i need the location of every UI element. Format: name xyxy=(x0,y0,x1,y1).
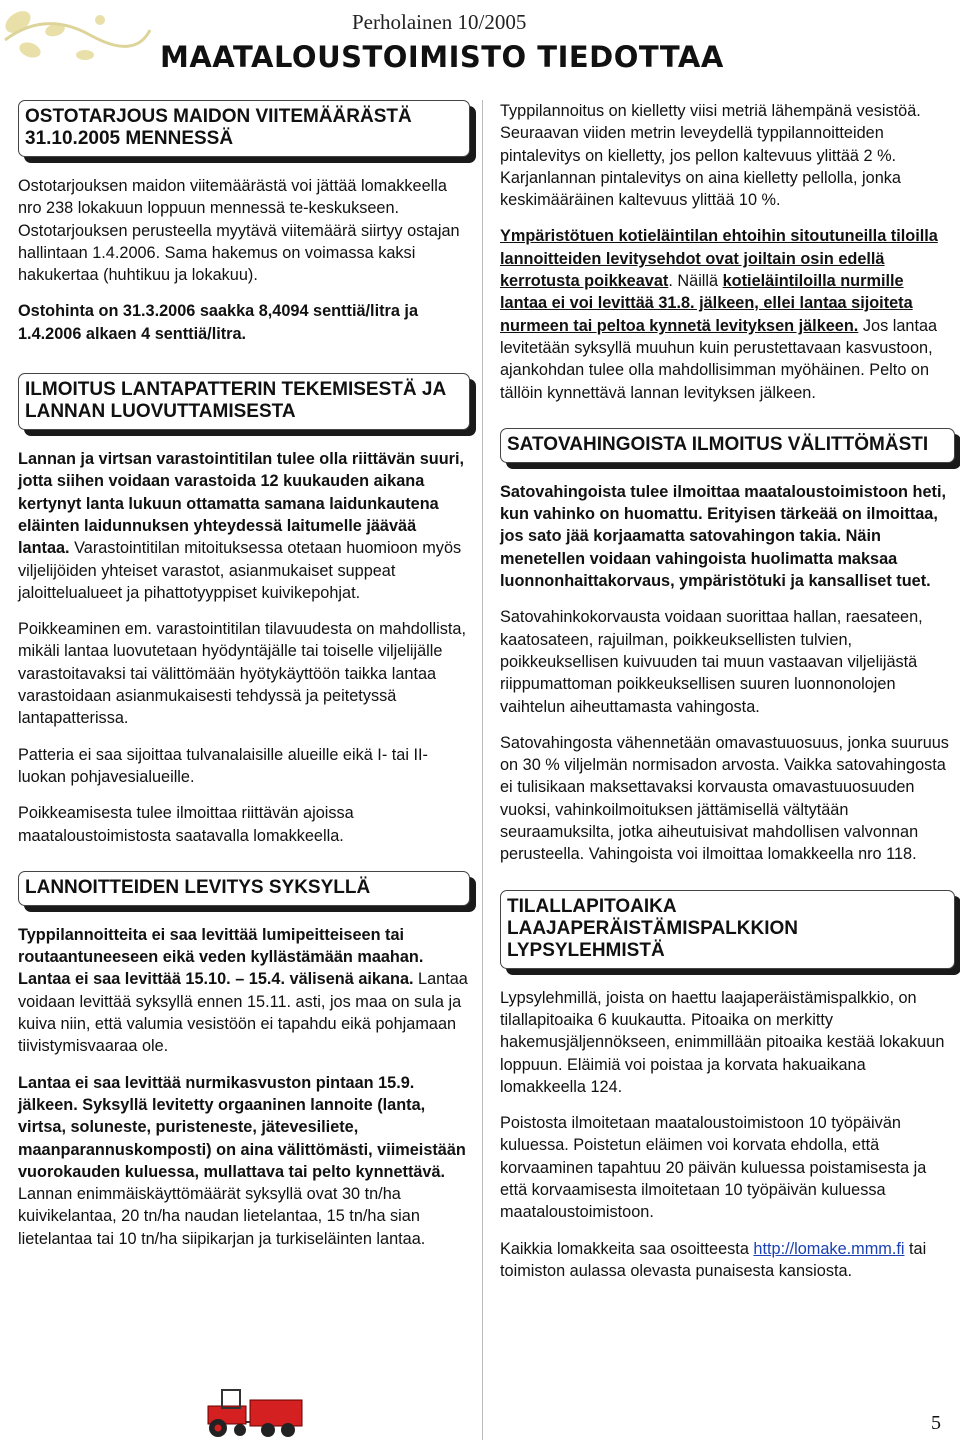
paragraph: Kaikkia lomakkeita saa osoitteesta http://lomake.mmm.fi tai toimiston aulassa olevasta punaisesta kansiosta. xyxy=(500,1239,927,1280)
paragraph: Typpilannoitteita ei saa levittää lumipeitteiseen tai routaantuneeseen eikä veden kyllästämään maahan. Lantaa ei saa levittää 15.10. – 15.4. välisenä aikana. Lantaa voidaan levittää syksyllä ennen 15.11. asti, jos maa on sula ja kuiva niin, että valumia vesistöön ei tapahdu eikä pohjamaan tiivistymisvaaraa ole. xyxy=(18,925,468,1056)
paragraph: Lantaa ei saa levittää nurmikasvuston pintaan 15.9. jälkeen. Syksyllä levitetty orgaaninen lannoite (lanta, virtsa, soluneste, puristeneste, jätevesiliete, maanparannuskomposti) on aina välittömästi, viimeistään vuorokauden kuluessa, mullattava tai pelto kynnettävä. Lannan enimmäiskäyttömäärät syksyllä ovat 30 tn/ha kuivikelantaa, 20 tn/ha naudan lietelantaa, 15 tn/ha sian lietelantaa tai 10 tn/ha siipikarjan ja turkiseläinten lantaa. xyxy=(18,1073,466,1248)
column-divider xyxy=(482,100,483,1440)
page-number: 5 xyxy=(931,1412,941,1434)
paragraph: Poikkeamisesta tulee ilmoittaa riittävän ajoissa maataloustoimistosta saatavalla lomakkeella. xyxy=(18,804,354,845)
paragraph: Lypsylehmillä, joista on haettu laajaperäistämispalkkio, on tilallapitoaika 6 kuukautta. Pitoaika on merkitty hakemusjäljennökseen, enimmillään pitoaika kestää lokakuun loppuun. Eläimiä voi poistaa ja korvata hakuaikana lomakkeella 124. xyxy=(500,988,945,1096)
paragraph: Typpilannoitus on kielletty viisi metriä lähempänä vesistöä. Seuraavan viiden metrin leveydellä typpilannoitteiden pintalevitys on kielletty, jos pellon kaltevuus ylittää 2 %. Karjanlannan pintalevitys on aina kielletty pellolla, jonka keskimääräinen kaltevuus ylittää 10 %. xyxy=(500,102,921,210)
paragraph: Ostohinta on 31.3.2006 saakka 8,4094 senttiä/litra ja 1.4.2006 alkaen 4 senttiä/litra. xyxy=(18,302,419,343)
heading-manure-pile: ILMOITUS LANTAPATTERIN TEKEMISESTÄ JA LANNAN LUOVUTTAMISESTA xyxy=(18,373,470,430)
section-heading xyxy=(18,871,470,906)
paragraph: Poistosta ilmoitetaan maataloustoimistoon 10 työpäivän kuluessa. Poistetun eläimen voi korvata ehdolla, että korvaaminen tapahtuu 20 päivän kuluessa poistamisesta ja että korvaamisesta ilmoitetaan 10 työpäivän kuluessa maataloustoimistoon. xyxy=(500,1114,927,1222)
issue-label: Perholainen 10/2005 xyxy=(352,10,527,34)
heading-fertilizer-autumn: LANNOITTEIDEN LEVITYS SYKSYLLÄ xyxy=(18,871,470,906)
paragraph: Satovahinkokorvausta voidaan suorittaa hallan, raesateen, kaatosateen, rajuilman, poikkeuksellisten tulvien, poikkeuksellisen kuivuuden tai muun vastaavan viljelijästä riippumattoman poikkeuksellisen suuren luonnonolojen vaihtelun aiheuttamasta vahingosta. xyxy=(500,608,923,716)
paragraph: Ostotarjouksen maidon viitemäärästä voi jättää lomakkeella nro 238 lokakuun loppuun mennessä te-keskukseen. Ostotarjouksen perusteella myytävä viitemäärä siirtyy ostajan hallintaan 1.4.2006. Sama hakemus on voimassa kaksi hakukertaa (huhtikuu ja lokakuu). xyxy=(18,177,460,285)
paragraph: Satovahingoista tulee ilmoittaa maataloustoimistoon heti, kun vahinko on huomattu. Erityisen tärkeää on ilmoittaa, jos sato jää korjaamatta satovahingon takia. Näin menetellen voidaan vahingoista huolimatta maksaa luonnonhaittakorvaus, ympäristötuki ja kansalliset tuet. xyxy=(500,482,946,591)
section-heading xyxy=(500,890,955,969)
section-heading xyxy=(500,428,955,463)
masthead-title: MAATALOUSTOIMISTO TIEDOTTAA xyxy=(160,40,724,74)
heading-crop-damage: SATOVAHINGOISTA ILMOITUS VÄLITTÖMÄSTI xyxy=(500,428,955,463)
heading-milk-quota: OSTOTARJOUS MAIDON VIITEMÄÄRÄSTÄ 31.10.2005 MENNESSÄ xyxy=(18,100,470,157)
paragraph: Ympäristötuen kotieläintilan ehtoihin sitoutuneilla tiloilla lannoitteiden levitysehdot ovat joiltain osin edellä kerrotusta poikkeavat. Näillä kotieläintiloilla nurmille lantaa ei voi levittää 31.8. jälkeen, ellei lantaa sijoiteta nurmeen tai peltoa kynnetä levityksen jälkeen. Jos lantaa levitetään syksyllä muuhun kuin perustettavaan kasvustoon, ajankohdan tulee olla mahdollisimman myöhäinen. Pelto on tällöin kynnettävä lannan levityksen jälkeen. xyxy=(500,227,938,402)
forms-link[interactable]: http://lomake.mmm.fi xyxy=(753,1239,905,1258)
left-column xyxy=(18,100,470,1264)
paragraph: Poikkeaminen em. varastointitilan tilavuudesta on mahdollista, mikäli lantaa luovutetaan hyödyntäjälle tai toiselle viljelijälle varastoitavaksi tai välittömään hyötykäyttöön taikka lantaa varastoidaan asianmukaisesti tehdyssä ja peitetyssä lantapatterissa. xyxy=(18,620,466,728)
right-column xyxy=(500,100,955,1296)
section-heading xyxy=(18,373,470,430)
tractor-illustration-icon xyxy=(200,1382,305,1442)
decorative-flourish-icon xyxy=(0,0,165,70)
paragraph: Satovahingosta vähennetään omavastuuosuus, jonka suuruus on 30 % viljelmän normisadon arvosta. Vaikka satovahingosta ei tulisikaan maksettavaksi korvausta omavastuuosuuden vuoksi, vahinkoilmoituksen jättämisellä vältytään seuraamuksilta, jotka aiheutuisivat mahdollisen valvonnan perusteella. Vahingoista voi ilmoittaa lomakkeella nro 118. xyxy=(500,733,949,864)
paragraph: Lannan ja virtsan varastointitilan tulee olla riittävän suuri, jotta siihen voidaan varastoida 12 kuukauden aikana kertynyt lanta lukuun ottamatta samana laidunkautena eläinten laidunnuksen yhteydessä laitumelle jäävää lantaa. Varastointitilan mitoituksessa otetaan huomioon myös viljelijöiden yhteiset varastot, asianmukaiset suppeat jaloittelualueet ja pihattotyyppiset kuivikepohjat. xyxy=(18,450,465,602)
heading-dairy-cows: TILALLAPITOAIKA LAAJAPERÄISTÄMISPALKKION LYPSYLEHMISTÄ xyxy=(500,890,955,969)
paragraph: Patteria ei saa sijoittaa tulvanalaisille alueille eikä I- tai II-luokan pohjavesialueille. xyxy=(18,745,428,786)
section-heading xyxy=(18,100,470,157)
